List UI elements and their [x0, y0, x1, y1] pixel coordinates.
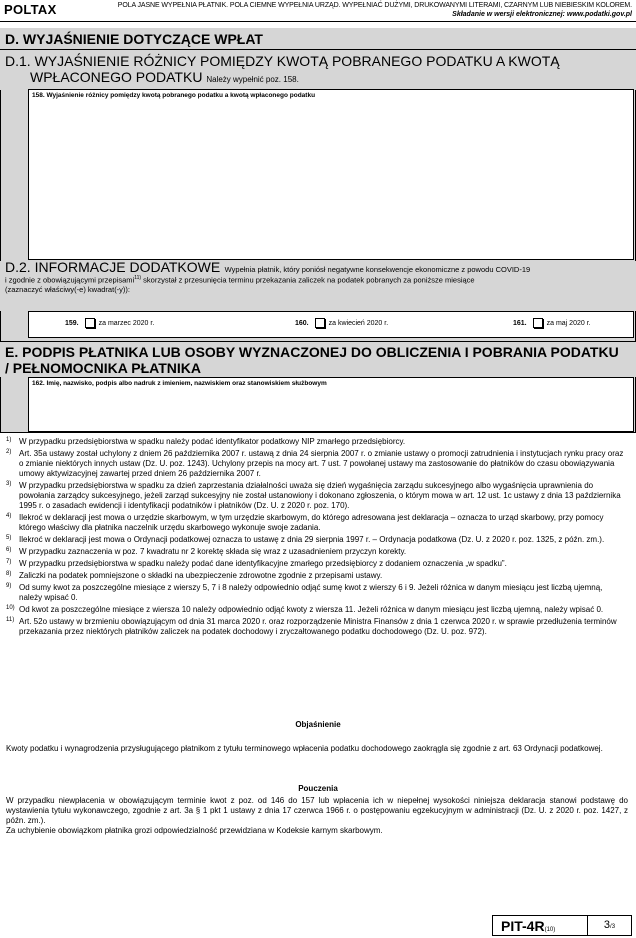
pouczenia-text-2: Za uchybienie obowiązkom płatnika grozi odpowiedzialność przewidziana w Kodeksie karnym skarbowym. — [6, 826, 383, 835]
field-158-label: 158. Wyjaśnienie różnicy pomiędzy kwotą pobranego podatku a kwotą wpłaconego podatku — [32, 92, 316, 99]
pouczenia-title: Pouczenia — [298, 784, 338, 793]
checkbox-161-label: za maj 2020 r. — [546, 319, 591, 327]
fill-instructions: POLA JASNE WYPEŁNIA PŁATNIK. POLA CIEMNE WYPEŁNIA URZĄD. WYPEŁNIAĆ DUŻYMI, DRUKOWANYMI LITERAMI, CZARNYM LUB NIEBIESKIM KOLOREM. — [117, 2, 632, 9]
e-title-line1: E. PODPIS PŁATNIKA LUB OSOBY WYZNACZONEJ DO OBLICZENIA I POBRANIA PODATKU — [5, 344, 619, 360]
footnote-mark: 4) — [6, 513, 12, 519]
checkbox-159-label: za marzec 2020 r. — [98, 319, 155, 327]
footnote-mark: 3) — [6, 481, 12, 487]
d2-note4: (zaznaczyć właściwy(-e) kwadrat(-y)): — [5, 284, 131, 294]
footnote-mark: 11) — [6, 617, 15, 623]
footnote-mark: 9) — [6, 583, 12, 589]
d1-title-line2-wrap — [5, 69, 631, 88]
footnote-text: Art. 52o ustawy w brzmieniu obowiązującym od dnia 31 marca 2020 r. oraz rozporządzenie Ministra Finansów z dnia 1 czerwca 2020 r. w sprawie przedłużenia terminów przekazania przez niektórych płatników zaliczek na podatek dochodowy i zryczałtowanego podatku dochodowego (Dz. U. poz. 972). — [19, 617, 617, 636]
footnote — [6, 559, 626, 569]
checkbox-159-box[interactable] — [85, 318, 95, 328]
section-e-title — [0, 341, 636, 377]
footnote-mark: 7) — [6, 559, 12, 565]
checkbox-159-num: 159. — [65, 319, 79, 327]
checkbox-161[interactable] — [513, 318, 591, 328]
footnote-mark: 1) — [6, 437, 12, 443]
field-162-signature[interactable] — [28, 377, 634, 432]
field-158-explanation[interactable] — [28, 89, 634, 260]
brand-logo: POLTAX — [4, 2, 57, 17]
checkbox-160-box[interactable] — [315, 318, 325, 328]
d2-note3: skorzystał z przesunięcia terminu przekazania zaliczek na podatek pobranych za poniższe miesiące — [141, 275, 475, 285]
footnote-text: Ilekroć w deklaracji jest mowa o Ordynacji podatkowej oznacza to ustawę z dnia 29 sierpnia 1997 r. – Ordynacja podatkowa (Dz. U. z 2020 r. poz. 1325, z późn. zm.). — [19, 535, 605, 544]
footnote-text: W przypadku zaznaczenia w poz. 7 kwadratu nr 2 korektę składa się wraz z uzasadnieniem przyczyn korekty. — [19, 547, 407, 556]
footnote-mark: 8) — [6, 571, 12, 577]
header-instructions — [118, 2, 632, 19]
d2-note2: i zgodnie z obowiązującymi przepisami — [5, 275, 135, 285]
d2-note: Wypełnia płatnik, który poniósł negatywne konsekwencje ekonomiczne z powodu COVID-19 — [224, 265, 531, 274]
footnote-text: W przypadku przedsiębiorstwa w spadku należy podać dane identyfikacyjne zmarłego przedsiębiorcy z dodaniem oznaczenia „w spadku”. — [19, 559, 507, 568]
checkbox-160-label: za kwiecień 2020 r. — [328, 319, 389, 327]
section-d1-title — [0, 50, 636, 90]
page-current: 3 — [603, 919, 611, 931]
footnote-text: W przypadku przedsiębiorstwa w spadku za dzień zaprzestania działalności uważa się dzień wygaśnięcia zarządu sukcesyjnego albo wygaśnięcia uprawnienia do powołania zarządcy sukcesyjnego, jeżeli zarząd sukcesyjny nie został ustanowiony i dokonano zgłoszenia, o którym mowa w art. 12 ust. 1c ustawy z dnia 13 października 1995 r. o zasadach ewidencji i identyfikacji podatników i płatników (Dz. U. z 2020 r. poz. 170). — [19, 481, 621, 510]
e-title-line2: / PEŁNOMOCNIKA PŁATNIKA — [5, 360, 201, 376]
checkbox-159[interactable] — [65, 318, 154, 328]
footnote-mark: 6) — [6, 547, 12, 553]
footnote — [6, 605, 626, 615]
footnote — [6, 513, 626, 533]
footnote-mark: 5) — [6, 535, 12, 541]
page-header — [0, 0, 636, 22]
pouczenia-text-1: W przypadku niewpłacenia w obowiązującym terminie kwot z poz. od 146 do 157 lub wpłacenia ich w niepełnej wysokości niniejsza deklaracja stanowi podstawę do wystawienia tytułu wykonawczego, zgodnie z art. 3a § 1 pkt 1 ustawy z dnia 17 czerwca 1966 r. o postępowaniu egzekucyjnym w administracji (Dz. U. z 2020 r. poz. 1427, z późn. zm.). — [6, 796, 628, 825]
electronic-submission-note: Składanie w wersji elektronicznej: www.podatki.gov.pl — [452, 10, 632, 18]
d2-title: D.2. INFORMACJE DODATKOWE — [5, 259, 221, 275]
footnote-text: Od sumy kwot za poszczególne miesiące z wierszy 5, 7 i 8 należy odpowiednio odjąć sumę kwot z wierszy 6 i 9. Jeżeli różnica w danym miesiącu jest liczbą ujemną, należy wpisać 0. — [19, 583, 603, 602]
objasnienie-text: Kwoty podatku i wynagrodzenia przysługującego płatnikom z tytułu terminowego wpłacenia podatku dochodowego zaokrągla się zgodnie z art. 63 Ordynacji podatkowej. — [6, 744, 603, 753]
d2-footnote-mark: 11) — [134, 275, 142, 281]
section-d2 — [0, 261, 636, 311]
footnote — [6, 571, 626, 581]
d2-note-cont — [5, 274, 631, 285]
d1-title-line2: WPŁACONEGO PODATKU — [30, 69, 203, 85]
d1-title-line1: D.1. WYJAŚNIENIE RÓŻNICY POMIĘDZY KWOTĄ POBRANEGO PODATKU A KWOTĄ — [5, 53, 560, 69]
footnote — [6, 481, 626, 511]
footnotes — [6, 437, 626, 639]
footnote — [6, 535, 626, 545]
footnote-text: Ilekroć w deklaracji jest mowa o urzędzie skarbowym, w tym urzędzie skarbowym, do którego adresowana jest deklaracja – oznacza to urząd skarbowy, przy pomocy którego właściwy dla płatnika naczelnik urzędu skarbowego wykonuje swoje zadania. — [19, 513, 604, 532]
checkbox-160-num: 160. — [295, 319, 309, 327]
objasnienie-title: Objaśnienie — [295, 720, 341, 729]
checkbox-160[interactable] — [295, 318, 388, 328]
form-footer — [492, 915, 632, 936]
footnote — [6, 583, 626, 603]
footnote-text: W przypadku przedsiębiorstwa w spadku należy podać identyfikator podatkowy NIP zmarłego przedsiębiorcy. — [19, 437, 406, 446]
section-d-title: D. WYJAŚNIENIE DOTYCZĄCE WPŁAT — [0, 28, 636, 50]
footnote-text: Zaliczki na podatek pomniejszone o składki na ubezpieczenie zdrowotne zgodnie z przepisami ustawy. — [19, 571, 383, 580]
checkbox-161-num: 161. — [513, 319, 527, 327]
month-checkbox-row — [28, 311, 634, 338]
footnote — [6, 449, 626, 479]
footnote-text: Art. 35a ustawy został uchylony z dniem 26 października 2007 r. ustawą z dnia 24 sierpnia 2007 r. o zmianie ustawy o promocji zatrudnienia i instytucjach rynku pracy oraz o zmianie niektórych innych ustaw (Dz. U. poz. 1243). Uchylony przepis na mocy art. 7 ust. 7 powołanej ustawy ma zastosowanie do płatników do czasu obowiązywania umowy aktywizacyjnej zawartej przed dniem 26 października 2007 r. — [19, 449, 624, 478]
footnote-mark: 10) — [6, 605, 15, 611]
form-version: (10) — [544, 927, 556, 933]
d1-note: Należy wypełnić poz. 158. — [206, 75, 299, 84]
pouczenia-text — [6, 796, 628, 836]
page-total: /3 — [610, 924, 616, 930]
form-code — [493, 916, 588, 935]
footnote-text: Od kwot za poszczególne miesiące z wiersza 10 należy odpowiednio odjąć kwoty z wiersza 11. Jeżeli różnica w danym miesiącu jest liczbą ujemną, należy wpisać 0. — [19, 605, 604, 614]
field-162-label: 162. Imię, nazwisko, podpis albo nadruk z imieniem, nazwiskiem oraz stanowiskiem służbowym — [32, 380, 327, 387]
footnote — [6, 617, 626, 637]
footnote — [6, 437, 626, 447]
form-code-name: PIT-4R — [501, 918, 545, 934]
footnote — [6, 547, 626, 557]
checkbox-161-box[interactable] — [533, 318, 543, 328]
footnote-mark: 2) — [6, 449, 12, 455]
page-number — [588, 916, 631, 935]
